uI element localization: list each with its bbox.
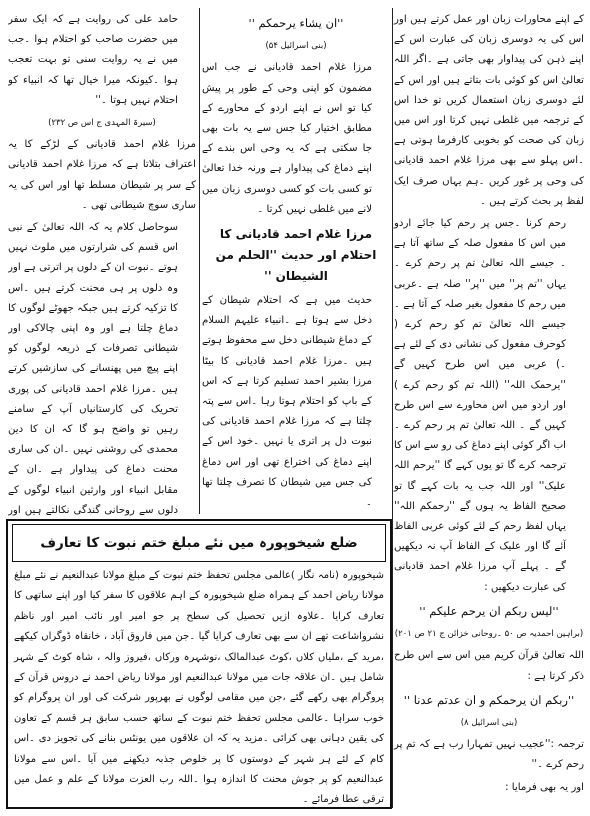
column-divider-left [199, 8, 200, 514]
middle-para-1: مرزا غلام احمد قادیانی نے جب اس مضمون کو اپنی وحی کے طور پر پیش کیا تو اس نے اپنے اردو کے محاورے کے مطابق اختیار کیا جس سے یہ بات بھی جا سکتی ہے کہ یہ وحی اس بندے کے اپنے دماغ کی پیداوار ہے ورنہ خدا تعالیٰ تو کسی بات کو کسی دوسری زبان میں لانے میں غلطی نہیں کرتا ۔ [202, 62, 372, 215]
right-para-2: رحم کرنا ۔جس پر رحم کیا جائے اردو میں اس کا مفعول صلہ کے ساتھ آتا ہے ۔ جیسے اللہ تعالیٰ تم پر رحم کرے ۔ یہاں ''تم پر'' میں ''پر'' صلہ ہے ۔عربی میں رحم کا مفعول بغیر صلہ کے آتا ہے ۔جیسے اللہ تعالیٰ تم کو رحم کرے ( کوحرف مفعول کی نشانی دی کے لئے ہے ۔) عربی میں اس طرح کہیں گے ''یرحمک اللہ'' (اللہ تم کو رحم کرے ) اور اردو میں اس محاورے سے اس طرح کہیں گے ۔ اللہ تعالیٰ تم پر رحم کرے ۔اب اگر کوئی اپنے دماغ کی رو سے اس کا ترجمہ کرے گا تو یوں کہے گا ''یرحم اللہ علیک'' اور اللہ جب یہ بات کہے گا تو صحیح الفاظ یہ ہوں گے ''رحمکم اللہ'' یہاں لفظ رحم کے لئے کوئی عربی الفاظ آئے گا اور علیک کے الفاظ آپ نہ دیکھیں گے ۔ پہلے آپ مرزا غلام احمد قادیانی کی عبارت دیکھیں : [394, 218, 566, 593]
right-para-3: اللہ تعالیٰ قرآن کریم میں اس سے اس طرح ذکر کرتا ہے : [394, 650, 584, 682]
left-citation-1: (سیرۃ المہدی ج اس ص ۲۳۲) [48, 118, 156, 129]
right-para-1: کے اپنے محاورات زبان اور عمل کرتے ہیں اور اس کی یہ دوسری زبان کی عبارت اس کے اپنے ذہن کی پیداوار بھی جاتی ہے ۔اگر اللہ تعالیٰ اس کو کوئی بات بتاتے ہیں اور اس کے لئے دوسری زبان استعمال کریں تو خدا اس کے ترجمہ میں غلطی نہیں کرتا اور اس میں زبان کی صحت کو بخوبی کارفرما ہوتی ہے ۔اس پہلو سے بھی مرزا غلام احمد قادیانی کی وحی پر غور کریں ۔ہم یہاں صرف ایک لفظ پر بحث کرتے ہیں ۔ [394, 14, 584, 207]
left-para-2: مرزا غلام احمد قادیانی کے لڑکے کا یہ اعتراف بتلاتا ہے کہ مرزا غلام احمد قادیانی کے سر پر شیطان مسلط تھا اور اس کی یہ ساری سوچ شیطانی تھی ۔ [8, 139, 196, 211]
middle-citation-1: (بنی اسرائیل ۵۴) [265, 41, 327, 52]
right-verse-2: ''ربکم ان یرحمکم و ان عدتم عدنا '' [403, 692, 575, 707]
right-citation-1: (براہین احمدیہ ص ۵۰ ۔روحانی خزائن ج ۲۱ ص ۲۰۱) [394, 629, 584, 640]
announcement-box [6, 519, 392, 809]
middle-verse-1: ''ان یشاء یرحمکم '' [248, 16, 344, 30]
right-verse-1: ''لیس ربکم ان یرحم علیکم '' [419, 603, 559, 618]
right-column [394, 10, 584, 800]
right-para-5: اور یہ بھی فرمایا : [505, 781, 584, 793]
left-column [8, 10, 196, 522]
left-para-3: سوحاصل کلام یہ کہ اللہ تعالیٰ کے نبی اس قسم کی شرارتوں میں ملوث نہیں ہوتے ۔نبوت ان کے دلوں پر اترتی ہے اور وہ دلوں پر ہی محنت کرتے ہیں ۔اس کا تزکیہ کرتے ہیں جبکہ جھوٹے لوگوں کا دماغ چلتا ہے اور وہ اپنی چالاکی اور شیطانی تصرفات کے ذریعہ لوگوں کو اپنے پیچ میں پھنسانے کی سازشیں کرتے ہیں ۔مرزا غلام احمد قادیانی کی پوری تحریک کی کارستانیاں آپ کے سامنے رہیں تو واضح ہو گا کہ ان کا دین محمدی کی روشنی نہیں ۔ان کی ساری محنت دماغ کی پیداوار ہے ۔ان کے مقابل انبیاء اور وارثین انبیاء لوگوں کے دلوں سے روحانی گندگی نکالتے ہیں اور [8, 222, 178, 516]
column-divider-right [392, 8, 393, 808]
right-citation-2: (بنی اسرائیل ۸) [460, 717, 518, 728]
left-para-1: حامد علی کی روایت ہے کہ ایک سفر میں حضرت صاحب کو احتلام ہوا ۔جب میں نے یہ روایت سنی تو بہت تعجب ہوا ۔کیونکہ میرا خیال تھا کہ انبیاء کو احتلام نہیں ہوتا ۔'' [8, 14, 178, 106]
announcement-body: شیخوپورہ (نامہ نگار )عالمی مجلس تحفظ ختم نبوت کے مبلغ مولانا عبدالنعیم نے نئے مبلغ مولانا ریاض احمد کے ہمراہ ضلع شیخوپورہ کے اہم علاقوں کا سفر کیا اور اپنے ساتھی کا تعارف کرایا ۔علاوہ ازیں تحصیل کی سطح پر جو امیر اور نائب امیر اور ناظم نشرواشاعت تھے ان سے بھی تعارف کرایا گیا ۔جن میں فاروق آباد ، خانقاہ ڈوگراں کیکھے ،مرید کے ،ملیاں کلاں ،کوٹ عبدالمالک ،نوشہرہ ورکاں ،فیروز والہ ، شاہ کوٹ کے شہر شامل ہیں ۔ان علاقہ جات میں مولانا عبدالنعیم اور مولانا ریاض احمد نے دروس قرآن کے پروگرام بھی رکھے گئے ،جن میں مقامی لوگوں نے بھرپور شرکت کی اور ان پروگرام کو خوب سراہا ۔عالمی مجلس تحفظ ختم نبوت کے ساتھ حسب سابق ہر قسم کے تعاون کی یقین دہانی بھی کرائی ۔مزید یہ کہ ان علاقوں میں یونٹس بنانے کی تجویز دی ۔اس کام کے لئے ہر شہر کے دوستوں کا پر خلوص جذبہ دیکھنے میں آیا ۔اس سے مولانا عبدالنعیم کو پر جوش محنت کا اندازہ ہوا ۔اللہ رب العزت مولانا کے علم و عمل میں ترقی عطا فرمائے ۔ [14, 570, 384, 806]
middle-section-heading: مرزا غلام احمد قادیانی کا احتلام اور حدیث ''الحلم من الشیطان '' [215, 227, 377, 284]
middle-column [202, 10, 390, 510]
right-para-4: ترجمہ :''عجیب نہیں تمہارا رب ہے کہ تم پر رحم کرے ۔'' [394, 739, 584, 771]
middle-para-2: حدیث میں ہے کہ احتلام شیطان کے دخل سے ہوتا ہے ۔انبیاء علیہم السلام کے دماغ شیطانی دخل سے محفوظ ہوتے ہیں ۔مرزا غلام احمد قادیانی کا بیٹا مرزا بشیر احمد تسلیم کرتا ہے کہ اس کے باپ کو احتلام ہوتا رہا ۔اس سے پتہ چلتا ہے کہ مرزا غلام احمد قادیانی کی نبوت دل پر اتری یا نہیں ۔خود اس کے اپنے دماغ کی اختراع تھی اور اس دماغ کی جس میں شیطان کا تصرف چلتا تھا ۔ [202, 295, 372, 509]
announcement-title: ضلع شیخوپورہ میں نئے مبلغ ختم نبوت کا تعارف [12, 524, 386, 562]
